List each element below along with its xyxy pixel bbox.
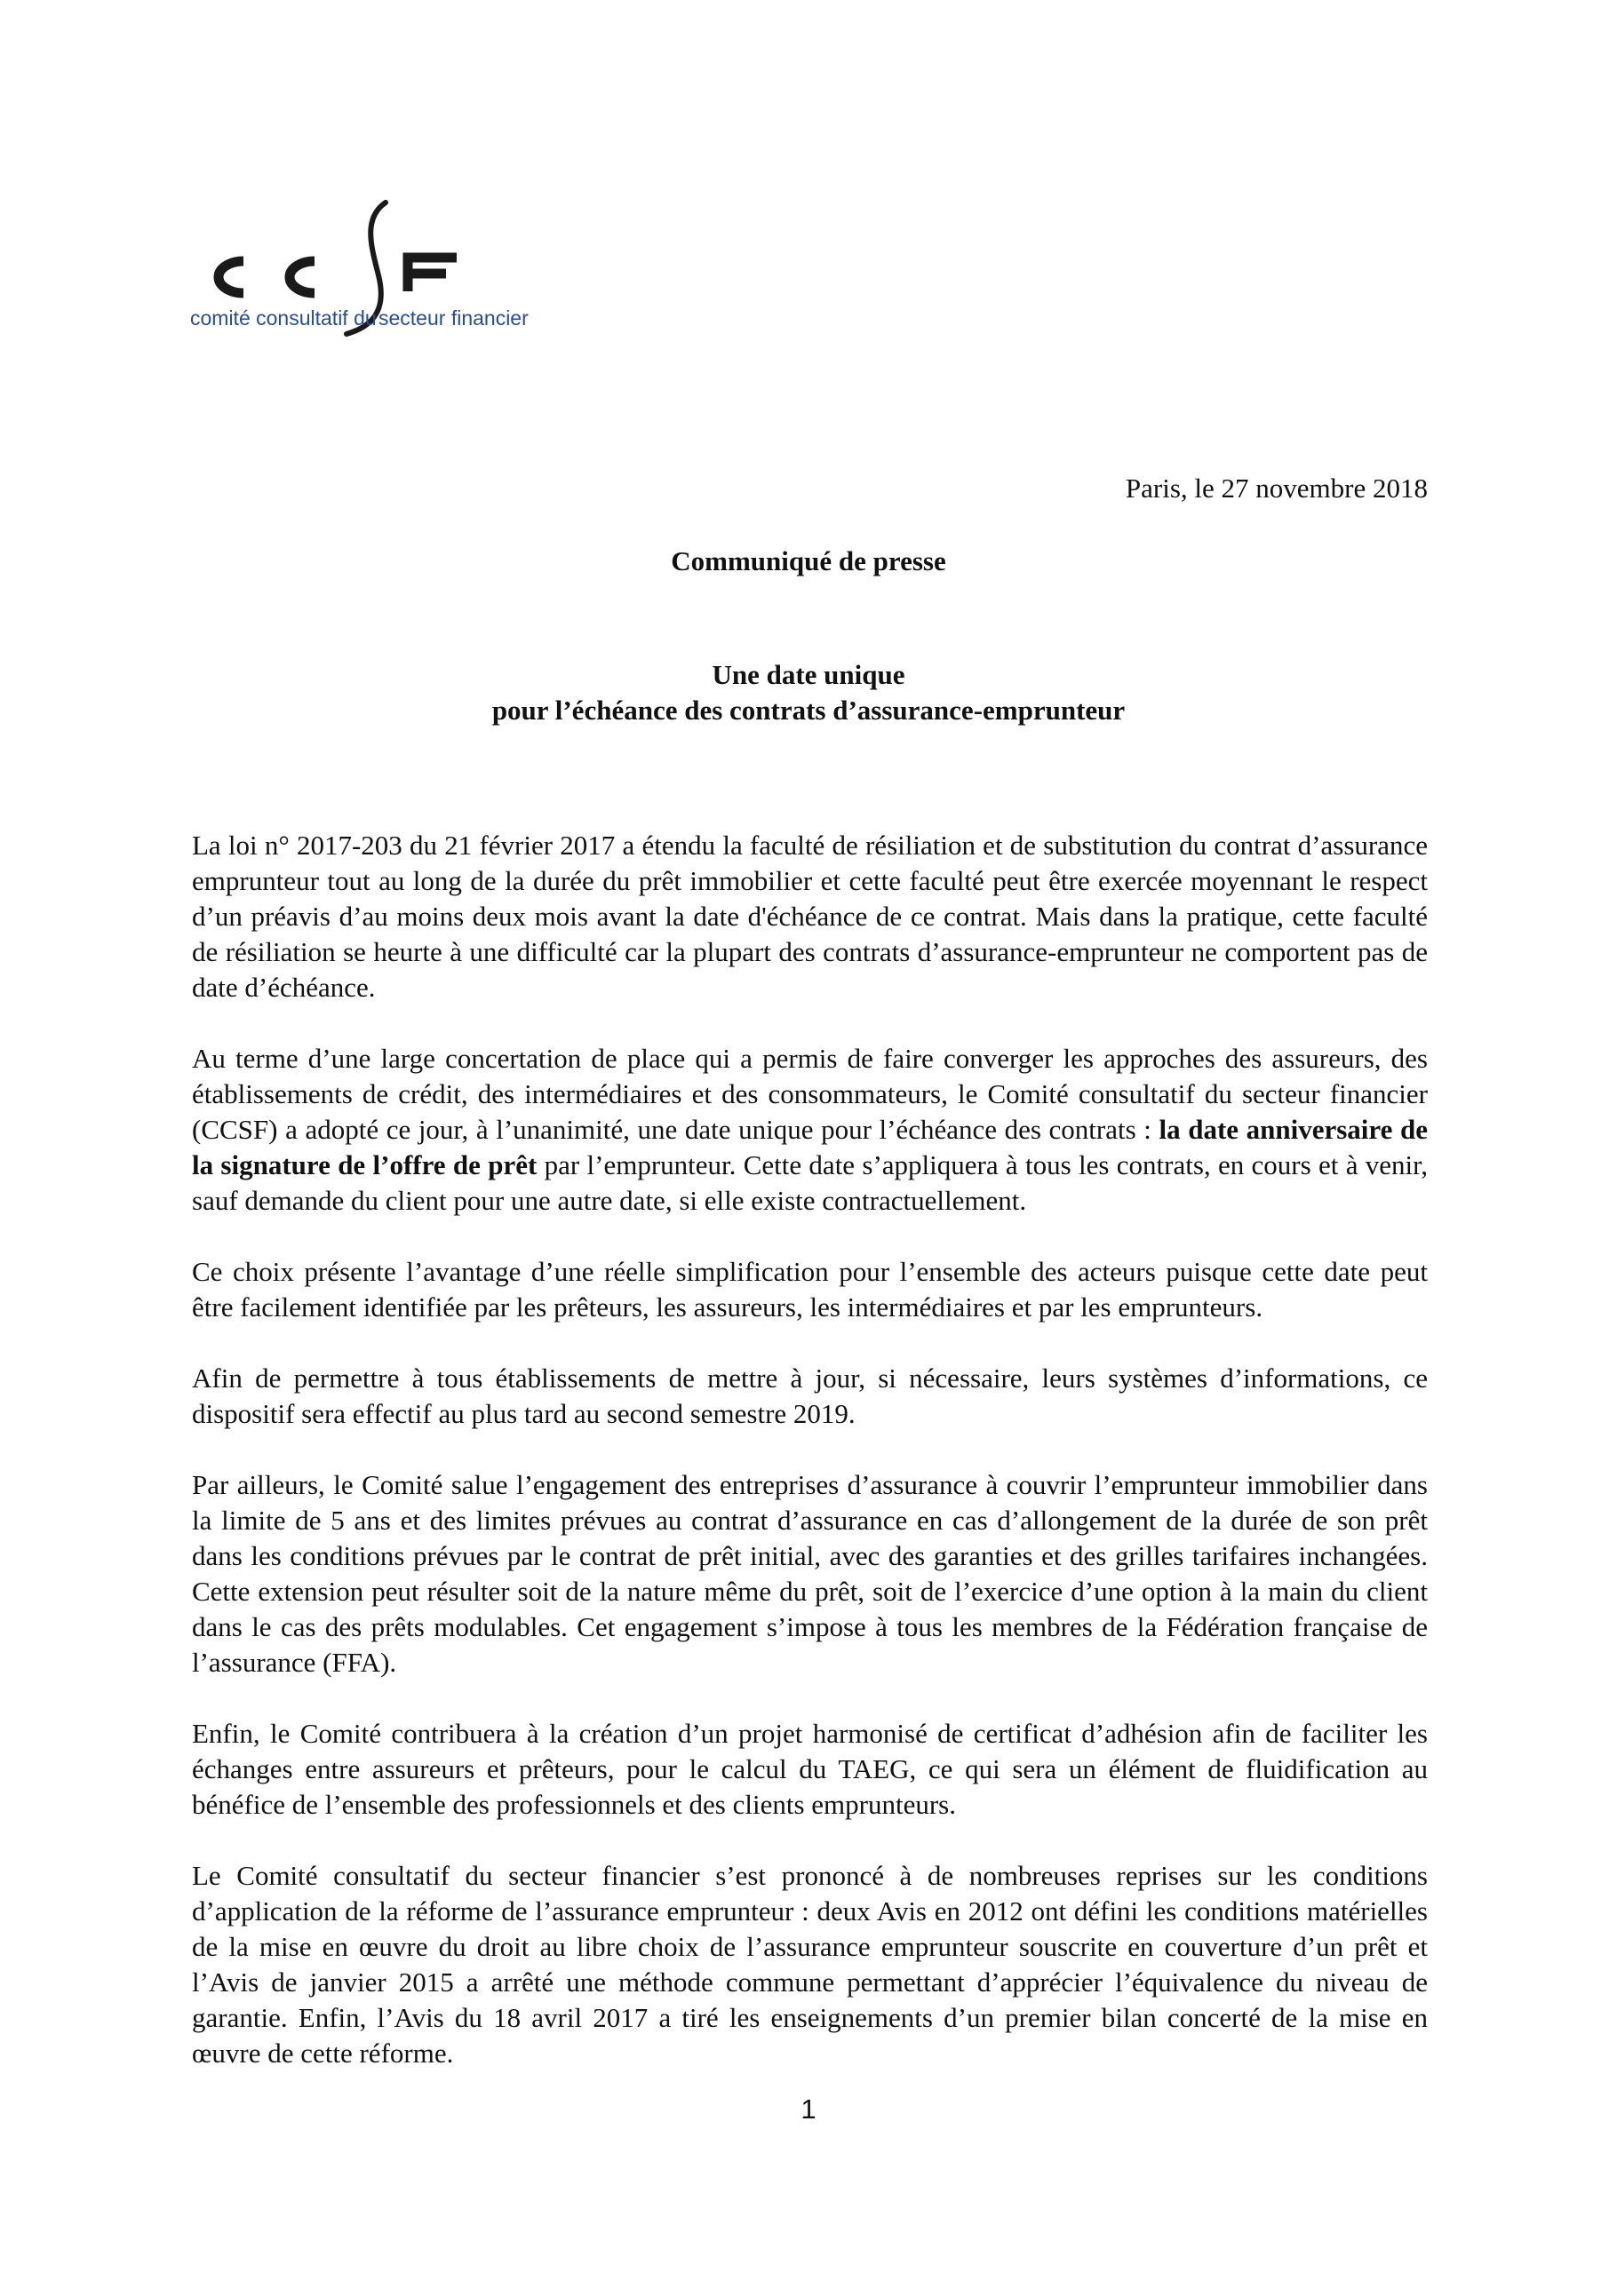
paragraph-7: Le Comité consultatif du secteur financier s’est prononcé à de nombreuses reprises sur les conditions d’application de la réforme de l’assurance emprunteur : deux Avis en 2012 ont défini les conditions matérielles de la mise en œuvre du droit au libre choix de l’assurance emprunteur souscrite en couverture d’un prêt et l’Avis de janvier 2015 a arrêté une méthode commune permettant d’apprécier l’équivalence du niveau de garantie. Enfin, l’Avis du 18 avril 2017 a tiré les enseignements d’un premier bilan concerté de la mise en œuvre de cette réforme. — [192, 1860, 1428, 2069]
press-release-title — [0, 657, 1617, 728]
document-type-label: Communiqué de presse — [671, 545, 946, 576]
paragraph-6: Enfin, le Comité contribuera à la création d’un projet harmonisé de certificat d’adhésion afin de faciliter les échanges entre assureurs et prêteurs, pour le calcul du TAEG, ce qui sera un élément de fluidification au bénéfice de l’ensemble des professionnels et des clients emprunteurs. — [192, 1718, 1428, 1820]
logo-tagline-part2: secteur financier — [378, 306, 529, 330]
logo-tagline-part1: comité consultatif du — [190, 306, 377, 330]
page-number: 1 — [801, 2093, 816, 2125]
paragraph-5: Par ailleurs, le Comité salue l’engagement des entreprises d’assurance à couvrir l’emprunteur immobilier dans la limite de 5 ans et des limites prévues au contrat d’assurance en cas d’allongement de la durée de son prêt dans les conditions prévues par le contrat de prêt initial, avec des garanties et des grilles tarifaires inchangées. Cette extension peut résulter soit de la nature même du prêt, soit de l’exercice d’une option à la main du client dans le cas des prêts modulables. Cet engagement s’impose à tous les membres de la Fédération française de l’assurance (FFA). — [192, 1469, 1428, 1678]
press-release-body — [192, 828, 1428, 2071]
date-line: Paris, le 27 novembre 2018 — [1125, 473, 1428, 504]
paragraph-1: La loi n° 2017-203 du 21 février 2017 a étendu la faculté de résiliation et de substitution du contrat d’assurance emprunteur tout au long de la durée du prêt immobilier et cette faculté peut être exercée moyennant le respect d’un préavis d’au moins deux mois avant la date d'échéance de ce contrat. Mais dans la pratique, cette faculté de résiliation se heurte à une difficulté car la plupart des contrats d’assurance-emprunteur ne comportent pas de date d’échéance. — [192, 830, 1428, 1003]
title-line-1: Une date unique — [712, 659, 905, 690]
paragraph-2 — [192, 1041, 1428, 1219]
paragraph-2-intro: Au terme d’une large concertation de place qui a permis de faire converger les approches des assureurs, des établissements de crédit, des intermédiaires et des consommateurs, le Comité consultatif du secteur financier (CCSF) a adopté ce jour, à l’unanimité, une date unique pour l’échéance des contrats : — [192, 1043, 1428, 1145]
ccsf-logo — [188, 194, 597, 345]
title-line-2: pour l’échéance des contrats d’assurance-emprunteur — [491, 695, 1126, 726]
paragraph-2-rest: par l’emprunteur. Cette date s’appliquera à tous les contrats, en cours et à venir, sauf demande du client pour une autre date, si elle existe contractuellement. — [192, 1149, 1428, 1216]
paragraph-4: Afin de permettre à tous établissements de mettre à jour, si nécessaire, leurs systèmes d’informations, ce dispositif sera effectif au plus tard au second semestre 2019. — [192, 1363, 1428, 1429]
paragraph-2-emphasis: la date anniversaire de la signature de l’offre de prêt — [192, 1114, 1428, 1180]
ccsf-logo-graphic — [188, 194, 597, 345]
paragraph-3: Ce choix présente l’avantage d’une réelle simplification pour l’ensemble des acteurs puisque cette date peut être facilement identifiée par les prêteurs, les assureurs, les intermédiaires et par les emprunteurs. — [192, 1256, 1428, 1323]
